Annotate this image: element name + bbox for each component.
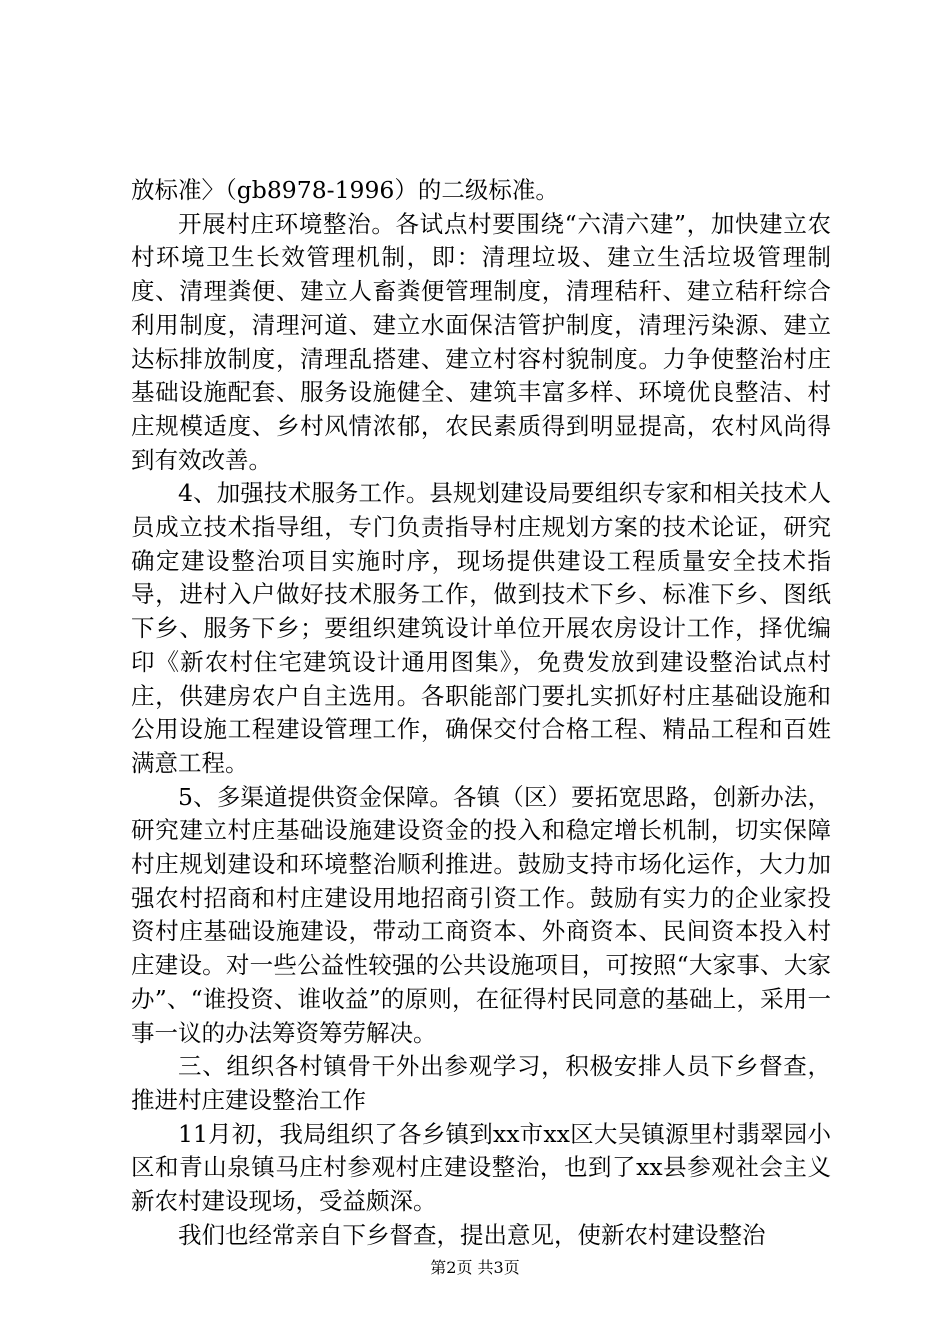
paragraph: 4、加强技术服务工作。县规划建设局要组织专家和相关技术人员成立技术指导组，专门负责指导村庄规划方案的技术论证，研究确定建设整治项目实施时序，现场提供建设工程质量安全技术指导，进村入户做好技术服务工作，做到技术下乡、标准下乡、图纸下乡、服务下乡；要组织建筑设计单位开展农房设计工作，择优编印《新农村住宅建筑设计通用图集》，免费发放到建设整治试点村庄，供建房农户自主选用。各职能部门要扎实抓好村庄基础设施和公用设施工程建设管理工作，确保交付合格工程、精品工程和百姓满意工程。 <box>131 479 831 777</box>
paragraph: 开展村庄环境整治。各试点村要围绕“六清六建”，加快建立农村环境卫生长效管理机制，即：清理垃圾、建立生活垃圾管理制度、清理粪便、建立人畜粪便管理制度，清理秸秆、建立秸秆综合利用制度，清理河道、建立水面保洁管护制度，清理污染源、建立达标排放制度，清理乱搭建、建立村容村貌制度。力争使整治村庄基础设施配套、服务设施健全、建筑丰富多样、环境优良整洁、村庄规模适度、乡村风情浓郁，农民素质得到明显提高，农村风尚得到有效改善。 <box>131 209 831 474</box>
paragraph: 放标准〉（gb8978-1996）的二级标准。 <box>131 176 559 204</box>
page-footer <box>0 1258 950 1278</box>
page-number: 第2页 共3页 <box>430 1258 520 1277</box>
paragraph: 我们也经常亲自下乡督查，提出意见，使新农村建设整治 <box>178 1220 766 1249</box>
section-heading: 三、组织各村镇骨干外出参观学习，积极安排人员下乡督查，推进村庄建设整治工作 <box>131 1052 831 1114</box>
paragraph: 5、多渠道提供资金保障。各镇（区）要拓宽思路，创新办法，研究建立村庄基础设施建设资金的投入和稳定增长机制，切实保障村庄规划建设和环境整治顺利推进。鼓励支持市场化运作，大力加强农村招商和村庄建设用地招商引资工作。鼓励有实力的企业家投资村庄基础设施建设，带动工商资本、外商资本、民间资本投入村庄建设。对一些公益性较强的公共设施项目，可按照“大家事、大家办”、“谁投资、谁收益”的原则，在征得村民同意的基础上，采用一事一议的办法筹资筹劳解决。 <box>131 782 831 1047</box>
paragraph: 11月初，我局组织了各乡镇到xx市xx区大吴镇源里村翡翠园小区和青山泉镇马庄村参观村庄建设整治，也到了xx县参观社会主义新农村建设现场，受益颇深。 <box>131 1119 831 1216</box>
document-body <box>131 174 831 1253</box>
